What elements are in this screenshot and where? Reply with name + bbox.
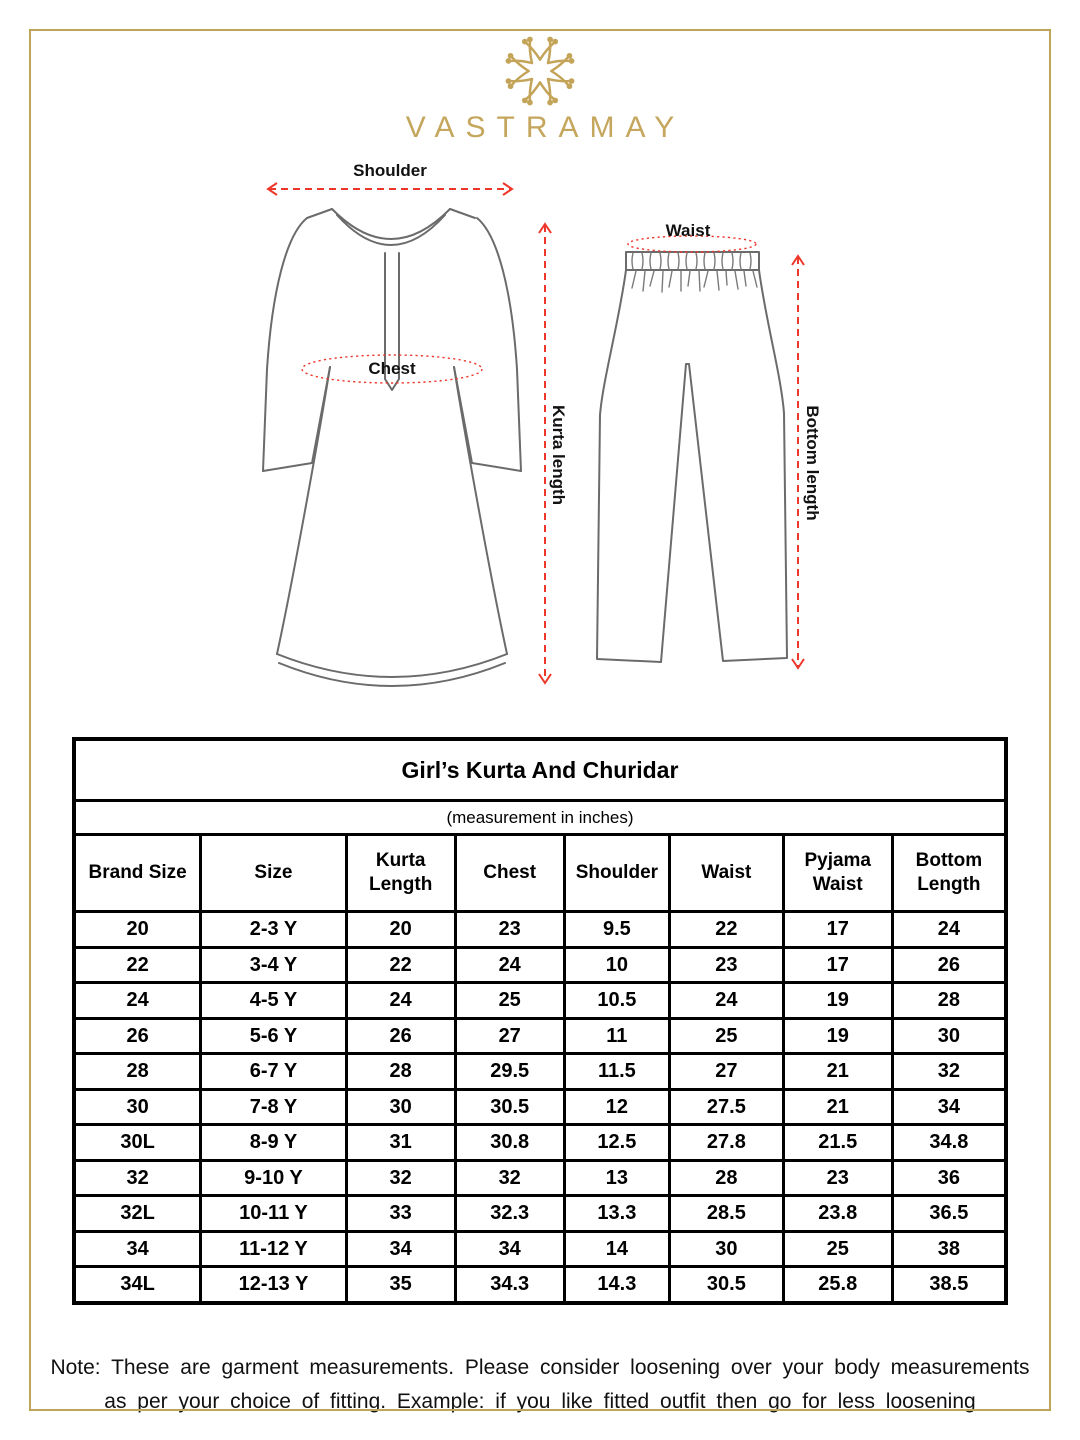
table-cell: 34.8 bbox=[892, 1125, 1006, 1161]
table-cell: 11-12 Y bbox=[201, 1231, 346, 1267]
table-cell: 12 bbox=[564, 1089, 669, 1125]
table-cell: 10-11 Y bbox=[201, 1196, 346, 1232]
table-cell: 21 bbox=[783, 1054, 892, 1090]
table-row bbox=[74, 947, 1006, 983]
table-cell: 10.5 bbox=[564, 983, 669, 1019]
table-title: Girl’s Kurta And Churidar bbox=[74, 739, 1006, 801]
table-cell: 7-8 Y bbox=[201, 1089, 346, 1125]
table-cell: 13.3 bbox=[564, 1196, 669, 1232]
table-cell: 33 bbox=[346, 1196, 455, 1232]
table-cell: 36.5 bbox=[892, 1196, 1006, 1232]
table-row bbox=[74, 1018, 1006, 1054]
brand-emblem-icon bbox=[499, 33, 581, 109]
table-cell: 22 bbox=[670, 912, 784, 948]
table-cell: 12-13 Y bbox=[201, 1267, 346, 1303]
table-cell: 30 bbox=[74, 1089, 201, 1125]
table-cell: 31 bbox=[346, 1125, 455, 1161]
table-cell: 24 bbox=[892, 912, 1006, 948]
brand-wordmark: VASTRAMAY bbox=[405, 111, 686, 144]
table-row bbox=[74, 983, 1006, 1019]
table-cell: 14 bbox=[564, 1231, 669, 1267]
chest-label: Chest bbox=[368, 359, 416, 378]
table-cell: 11 bbox=[564, 1018, 669, 1054]
table-cell: 4-5 Y bbox=[201, 983, 346, 1019]
column-header: Pyjama Waist bbox=[783, 835, 892, 912]
table-cell: 23 bbox=[670, 947, 784, 983]
table-cell: 23.8 bbox=[783, 1196, 892, 1232]
table-cell: 24 bbox=[346, 983, 455, 1019]
table-cell: 24 bbox=[74, 983, 201, 1019]
table-cell: 17 bbox=[783, 912, 892, 948]
table-cell: 36 bbox=[892, 1160, 1006, 1196]
table-cell: 20 bbox=[346, 912, 455, 948]
table-row bbox=[74, 1160, 1006, 1196]
table-cell: 34L bbox=[74, 1267, 201, 1303]
table-cell: 19 bbox=[783, 983, 892, 1019]
table-subtitle: (measurement in inches) bbox=[74, 801, 1006, 835]
table-cell: 30.5 bbox=[670, 1267, 784, 1303]
table-cell: 23 bbox=[455, 912, 564, 948]
table-cell: 28 bbox=[892, 983, 1006, 1019]
table-cell: 30 bbox=[346, 1089, 455, 1125]
table-cell: 34 bbox=[455, 1231, 564, 1267]
garment-diagram-canvas bbox=[220, 157, 830, 725]
table-header-row bbox=[74, 835, 1006, 912]
table-cell: 25 bbox=[783, 1231, 892, 1267]
table-cell: 12.5 bbox=[564, 1125, 669, 1161]
table-row bbox=[74, 1089, 1006, 1125]
table-cell: 38.5 bbox=[892, 1267, 1006, 1303]
table-cell: 32 bbox=[74, 1160, 201, 1196]
table-cell: 9.5 bbox=[564, 912, 669, 948]
churidar-outline bbox=[597, 252, 787, 662]
table-cell: 5-6 Y bbox=[201, 1018, 346, 1054]
note-text bbox=[45, 1351, 1035, 1419]
table-cell: 30 bbox=[670, 1231, 784, 1267]
table-cell: 2-3 Y bbox=[201, 912, 346, 948]
brand-header bbox=[0, 0, 1080, 145]
table-cell: 21 bbox=[783, 1089, 892, 1125]
table-row bbox=[74, 912, 1006, 948]
table-cell: 11.5 bbox=[564, 1054, 669, 1090]
table-cell: 23 bbox=[783, 1160, 892, 1196]
table-row bbox=[74, 1054, 1006, 1090]
table-cell: 27 bbox=[670, 1054, 784, 1090]
table-cell: 20 bbox=[74, 912, 201, 948]
table-cell: 8-9 Y bbox=[201, 1125, 346, 1161]
table-row bbox=[74, 1231, 1006, 1267]
table-cell: 13 bbox=[564, 1160, 669, 1196]
table-cell: 32 bbox=[346, 1160, 455, 1196]
kurta-length-label: Kurta length bbox=[549, 404, 568, 506]
table-cell: 30.5 bbox=[455, 1089, 564, 1125]
table-cell: 30.8 bbox=[455, 1125, 564, 1161]
table-cell: 19 bbox=[783, 1018, 892, 1054]
table-cell: 32L bbox=[74, 1196, 201, 1232]
table-cell: 34 bbox=[892, 1089, 1006, 1125]
table-cell: 27.5 bbox=[670, 1089, 784, 1125]
table-cell: 27.8 bbox=[670, 1125, 784, 1161]
note-line-2: as per your choice of fitting. Example: if you like fitted outfit then go for less loosening bbox=[104, 1389, 976, 1413]
table-row bbox=[74, 1267, 1006, 1303]
table-cell: 34.3 bbox=[455, 1267, 564, 1303]
table-cell: 28 bbox=[346, 1054, 455, 1090]
shoulder-label: Shoulder bbox=[353, 161, 427, 180]
bottom-length-label: Bottom length bbox=[803, 405, 822, 521]
table-body bbox=[74, 912, 1006, 1303]
column-header: Waist bbox=[670, 835, 784, 912]
table-cell: 14.3 bbox=[564, 1267, 669, 1303]
emblem-spokes bbox=[504, 35, 575, 106]
table-cell: 9-10 Y bbox=[201, 1160, 346, 1196]
table-cell: 26 bbox=[346, 1018, 455, 1054]
table-row bbox=[74, 1196, 1006, 1232]
table-cell: 34 bbox=[74, 1231, 201, 1267]
column-header: Brand Size bbox=[74, 835, 201, 912]
table-cell: 28.5 bbox=[670, 1196, 784, 1232]
table-cell: 28 bbox=[74, 1054, 201, 1090]
table-cell: 22 bbox=[346, 947, 455, 983]
table-cell: 32 bbox=[892, 1054, 1006, 1090]
table-cell: 32 bbox=[455, 1160, 564, 1196]
table-cell: 22 bbox=[74, 947, 201, 983]
table-title-row bbox=[74, 739, 1006, 801]
table-cell: 6-7 Y bbox=[201, 1054, 346, 1090]
shoulder-arrow bbox=[268, 183, 512, 195]
table-cell: 3-4 Y bbox=[201, 947, 346, 983]
table-cell: 38 bbox=[892, 1231, 1006, 1267]
churidar-waistband-texture bbox=[632, 253, 757, 292]
table-cell: 29.5 bbox=[455, 1054, 564, 1090]
table-cell: 28 bbox=[670, 1160, 784, 1196]
table-cell: 17 bbox=[783, 947, 892, 983]
table-cell: 27 bbox=[455, 1018, 564, 1054]
column-header: Chest bbox=[455, 835, 564, 912]
table-cell: 25 bbox=[670, 1018, 784, 1054]
column-header: Bottom Length bbox=[892, 835, 1006, 912]
table-cell: 24 bbox=[455, 947, 564, 983]
table-cell: 34 bbox=[346, 1231, 455, 1267]
table-subtitle-row bbox=[74, 801, 1006, 835]
column-header: Kurta Length bbox=[346, 835, 455, 912]
table-cell: 35 bbox=[346, 1267, 455, 1303]
table-cell: 26 bbox=[74, 1018, 201, 1054]
table-cell: 25.8 bbox=[783, 1267, 892, 1303]
table-cell: 30L bbox=[74, 1125, 201, 1161]
column-header: Shoulder bbox=[564, 835, 669, 912]
table-cell: 30 bbox=[892, 1018, 1006, 1054]
table-cell: 25 bbox=[455, 983, 564, 1019]
table-cell: 24 bbox=[670, 983, 784, 1019]
table-cell: 10 bbox=[564, 947, 669, 983]
measurement-diagrams bbox=[220, 157, 830, 725]
waist-label: Waist bbox=[665, 221, 711, 240]
table-cell: 32.3 bbox=[455, 1196, 564, 1232]
size-table bbox=[72, 737, 1008, 1305]
note-line-1: Note: These are garment measurements. Please consider loosening over your body measurements bbox=[50, 1355, 1030, 1379]
column-header: Size bbox=[201, 835, 346, 912]
kurta-outline bbox=[263, 209, 521, 686]
table-row bbox=[74, 1125, 1006, 1161]
table-cell: 21.5 bbox=[783, 1125, 892, 1161]
table-cell: 26 bbox=[892, 947, 1006, 983]
